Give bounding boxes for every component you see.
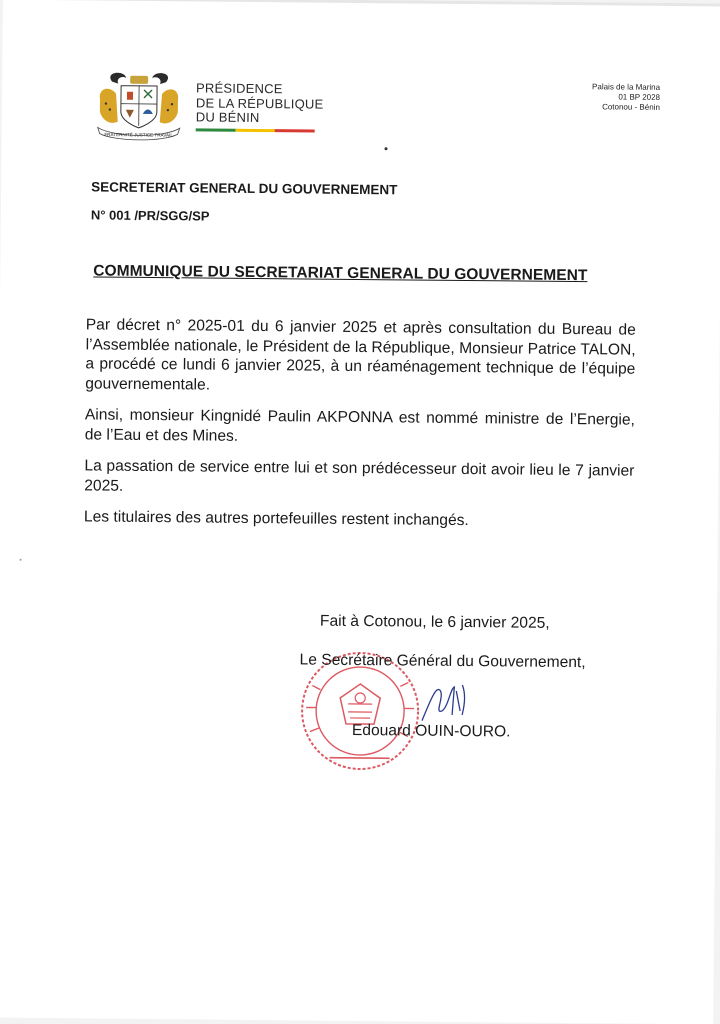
presidency-name — [196, 81, 324, 126]
scan-speck — [20, 559, 22, 561]
presidency-line: DE LA RÉPUBLIQUE — [196, 96, 324, 112]
place-and-date: Fait à Cotonou, le 6 janvier 2025, — [320, 613, 550, 633]
address-line: Palais de la Marina — [592, 82, 660, 93]
reference-number: N° 001 /PR/SGG/SP — [91, 207, 210, 223]
flag-green — [196, 128, 236, 131]
svg-text:FRATERNITÉ JUSTICE TRAVAIL: FRATERNITÉ JUSTICE TRAVAIL — [104, 131, 173, 138]
presidency-line: PRÉSIDENCE — [196, 81, 324, 97]
flag-color-bar — [196, 128, 315, 132]
handwritten-signature-icon — [416, 681, 476, 727]
benin-coat-of-arms-icon — [94, 69, 185, 142]
body-paragraph: La passation de service entre lui et son prédécesseur doit avoir lieu le 7 janvier 2025. — [84, 456, 634, 500]
communique-title: COMMUNIQUE DU SECRETARIAT GENERAL DU GOUVERNEMENT — [93, 262, 587, 285]
body-paragraph: Les titulaires des autres portefeuilles restent inchangés. — [84, 507, 634, 532]
address-line: Cotonou - Bénin — [592, 102, 660, 113]
scan-edge — [3, 0, 720, 6]
body-paragraph: Par décret n° 2025-01 du 6 janvier 2025 et après consultation du Bureau de l’Assemblée nationale, le Président de la République, Monsieur Patrice TALON, a procédé ce lundi 6 janvier 2025, à un réaménagement technique de l’équipe gouvernementale. — [85, 315, 636, 398]
signer-title: Le Secrétaire Général du Gouvernement, — [300, 651, 586, 672]
flag-yellow — [235, 129, 275, 132]
office-heading: SECRETERIAT GENERAL DU GOUVERNEMENT — [91, 179, 397, 197]
communique-body — [84, 315, 636, 544]
body-paragraph: Ainsi, monsieur Kingnidé Paulin AKPONNA est nommé ministre de l’Energie, de l’Eau et des Mines. — [85, 405, 635, 449]
presidency-line: DU BÉNIN — [196, 110, 324, 126]
address-block — [592, 82, 660, 113]
flag-red — [275, 129, 315, 132]
address-line: 01 BP 2028 — [592, 92, 660, 103]
signer-name: Edouard OUIN-OURO. — [352, 722, 511, 742]
scan-dot — [384, 147, 387, 150]
